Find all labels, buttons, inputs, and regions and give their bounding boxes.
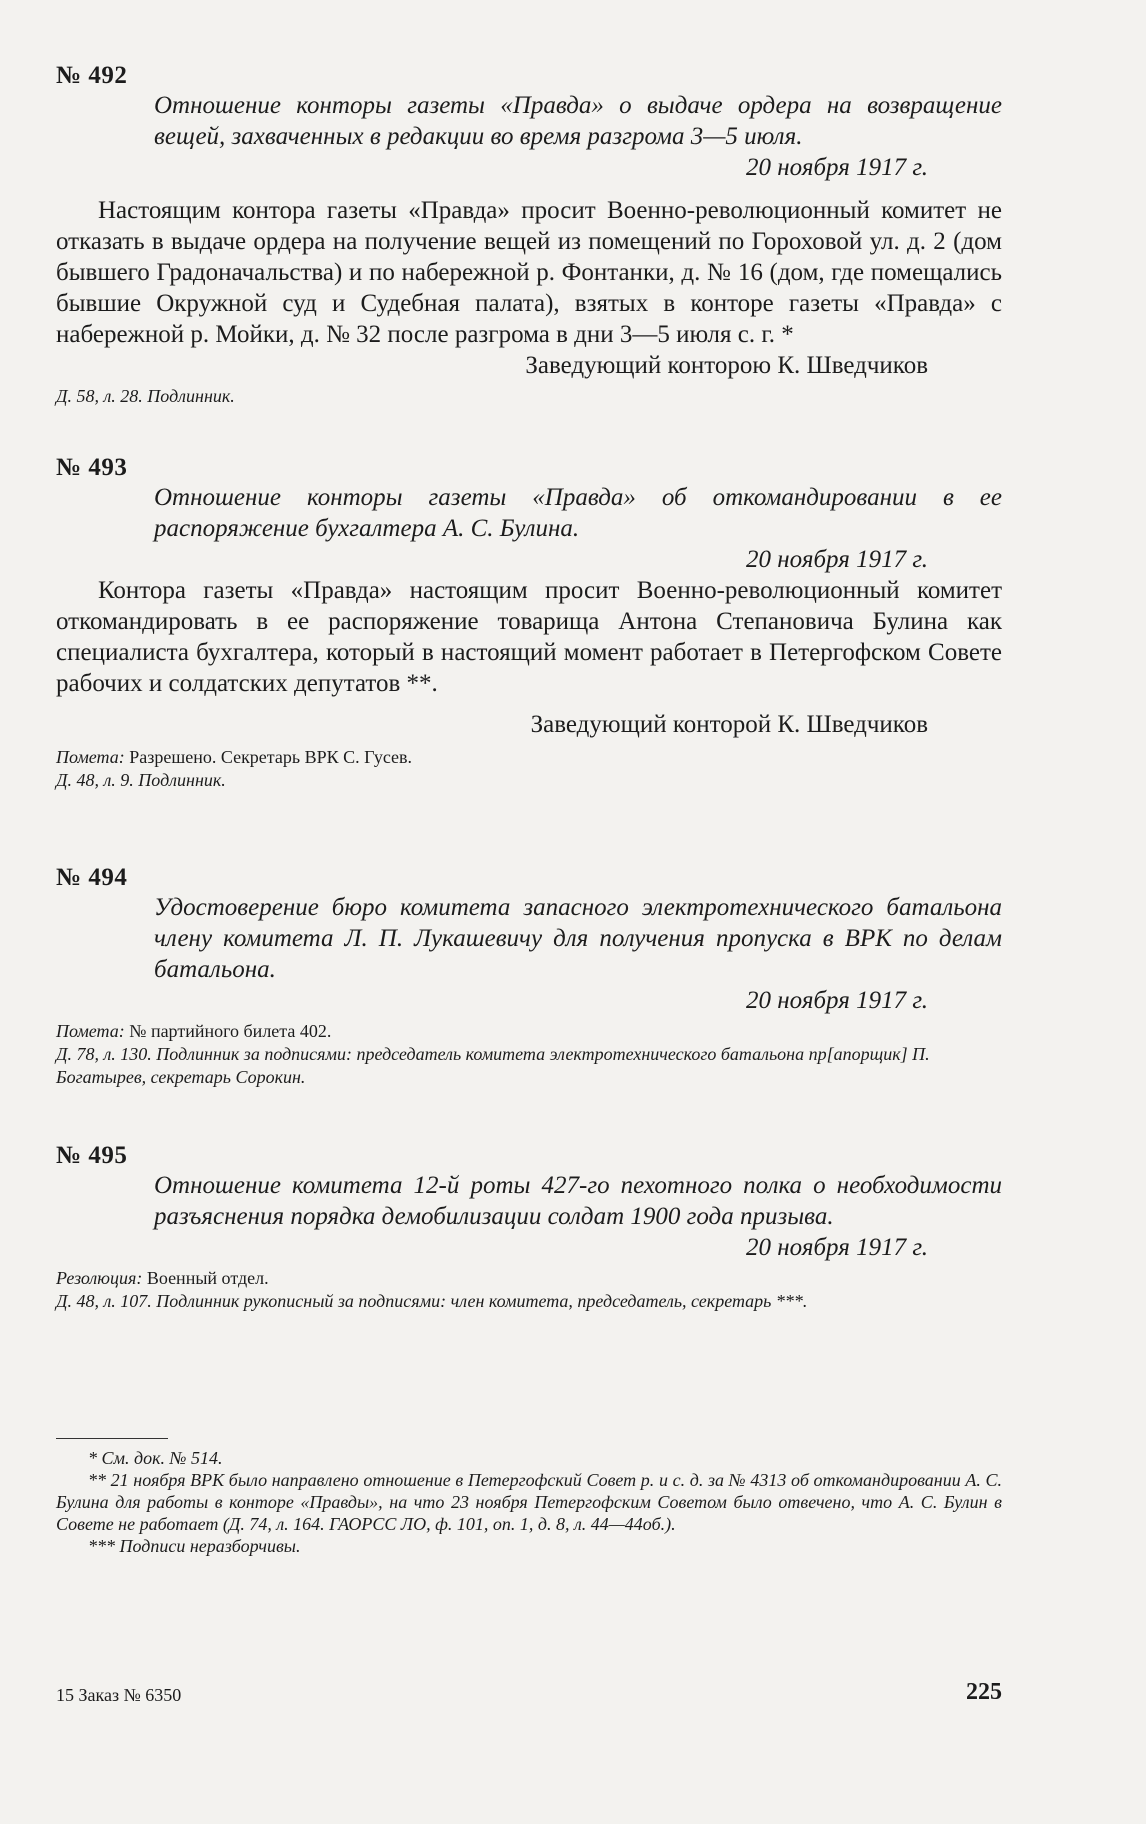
mark-note — [56, 746, 1002, 769]
document-body: Настоящим контора газеты «Правда» просит Военно-революционный комитет не отказать в выдаче ордера на получение вещей из помещений по Гороховой ул. д. 2 (дом бывшего Градоначальства) и по набережной р. Фонтанки, д. № 16 (дом, где помещались бывшие Окружной суд и Судебная палата), взятых в конторе газеты «Правда» с набережной р. Мойки, д. № 32 после разгрома в дни 3—5 июля с. г. * — [56, 197, 1002, 348]
note-text: Военный отдел. — [146, 1268, 269, 1288]
footnotes — [56, 1438, 1002, 1557]
footnote-divider — [56, 1438, 168, 1439]
document-number: № 495 — [56, 1142, 128, 1169]
note-text: Д. 48, л. 9. Подлинник. — [56, 770, 226, 790]
document-493 — [56, 454, 1002, 864]
mark-note — [56, 1020, 1002, 1043]
print-order: 15 Заказ № 6350 — [56, 1685, 182, 1705]
note-text: Д. 48, л. 107. Подлинник рукописный за подписями: член комитета, председатель, секретарь ***. — [56, 1291, 808, 1311]
note-label: Резолюция: — [56, 1268, 143, 1288]
note-label: Помета: — [56, 747, 125, 767]
archival-note — [56, 1290, 1002, 1313]
note-text: № партийного билета 402. — [129, 1021, 332, 1041]
footnote-3 — [56, 1535, 1002, 1557]
page-number: 225 — [966, 1679, 1002, 1705]
note-text: Разрешено. Секретарь ВРК С. Гусев. — [129, 747, 413, 767]
footnote-text: * См. док. № 514. — [88, 1448, 223, 1468]
document-number: № 493 — [56, 454, 128, 481]
document-title: Отношение конторы газеты «Правда» об откомандировании в ее распоряжение бухгалтера А. С. Булина. — [154, 484, 1002, 542]
document-495 — [56, 1142, 1002, 1438]
footnote-text: ** 21 ноября ВРК было направлено отношение в Петергофский Совет р. и с. д. за № 4313 об откомандировании А. С. Булина для работы в конторе «Правды», на что 23 ноября Петергофским Советом было отвечено, что А. С. Булин в Совете не работает (Д. 74, л. 164. ГАОРСС ЛО, ф. 101, оп. 1, д. 8, л. 44—44об.). — [56, 1470, 1002, 1534]
page-footer — [56, 1679, 1002, 1706]
archival-note — [56, 385, 1002, 408]
document-date: 20 ноября 1917 г. — [746, 987, 928, 1014]
document-signature: Заведующий конторой К. Шведчиков — [530, 711, 928, 738]
resolution-note — [56, 1267, 1002, 1290]
document-number: № 492 — [56, 62, 128, 89]
note-label: Помета: — [56, 1021, 125, 1041]
page-content — [56, 62, 1002, 1557]
document-title: Отношение комитета 12-й роты 427-го пехотного полка о необходимости разъяснения порядка демобилизации солдат 1900 года призыва. — [154, 1172, 1002, 1230]
document-signature: Заведующий конторою К. Шведчиков — [525, 352, 928, 379]
footnote-text: *** Подписи неразборчивы. — [88, 1536, 301, 1556]
note-text: Д. 58, л. 28. Подлинник. — [56, 386, 235, 406]
document-body: Контора газеты «Правда» настоящим просит Военно-революционный комитет откомандировать в ее распоряжение товарища Антона Степановича Булина как специалиста бухгалтера, который в настоящий момент работает в Петергофском Совете рабочих и солдатских депутатов **. — [56, 577, 1002, 697]
document-date: 20 ноября 1917 г. — [746, 546, 928, 573]
document-492 — [56, 62, 1002, 454]
document-number: № 494 — [56, 864, 128, 891]
archival-note — [56, 1043, 1002, 1089]
document-title: Удостоверение бюро комитета запасного электротехнического батальона члену комитета Л. П. Лукашевичу для получения пропуска в ВРК по делам батальона. — [154, 894, 1002, 983]
footnote-1 — [56, 1447, 1002, 1469]
document-494 — [56, 864, 1002, 1142]
footnote-2 — [56, 1469, 1002, 1535]
note-text: Д. 78, л. 130. Подлинник за подписями: председатель комитета электротехнического батальона пр[апорщик] П. Богатырев, секретарь Сорокин. — [56, 1044, 930, 1087]
document-date: 20 ноября 1917 г. — [746, 154, 928, 181]
document-title: Отношение конторы газеты «Правда» о выдаче ордера на возвращение вещей, захваченных в редакции во время разгрома 3—5 июля. — [154, 92, 1002, 150]
document-date: 20 ноября 1917 г. — [746, 1234, 928, 1261]
archival-note — [56, 769, 1002, 792]
